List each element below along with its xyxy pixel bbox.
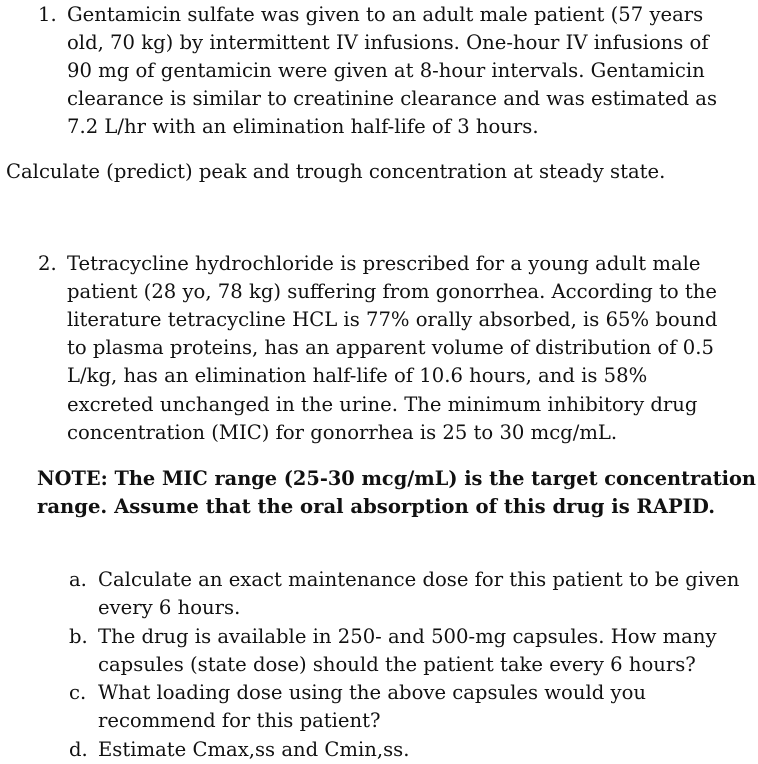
subquestion-line: What loading dose using the above capsules would you [98,681,646,704]
problem-1-line: clearance is similar to creatinine clearance and was estimated as [67,87,718,110]
subquestion-line: capsules (state dose) should the patient take every 6 hours? [98,653,696,676]
problem-2-line: literature tetracycline HCL is 77% orally absorbed, is 65% bound [67,308,718,331]
subquestion-line: The drug is available in 250- and 500-mg capsules. How many [98,625,717,648]
subquestion-label: c. [69,681,87,704]
subquestion-label: a. [69,568,87,591]
problem-2-line: excreted unchanged in the urine. The minimum inhibitory drug [67,393,698,416]
problem-1-line: 90 mg of gentamicin were given at 8-hour intervals. Gentamicin [67,59,705,82]
note-line: NOTE: The MIC range (25-30 mcg/mL) is the target concentration [37,467,756,490]
problem-1-number: 1. [38,3,57,26]
subquestion-label: d. [69,738,88,761]
subquestion-label: b. [69,625,88,648]
problem-2-line: L/kg, has an elimination half-life of 10.6 hours, and is 58% [67,364,648,387]
problem-2-line: concentration (MIC) for gonorrhea is 25 to 30 mcg/mL. [67,421,618,444]
subquestion-line: Calculate an exact maintenance dose for this patient to be given [98,568,740,591]
problem-2-line: Tetracycline hydrochloride is prescribed for a young adult male [67,252,701,275]
note-line: range. Assume that the oral absorption of this drug is RAPID. [37,495,716,518]
problem-1-line: Gentamicin sulfate was given to an adult male patient (57 years [67,3,704,26]
subquestion-line: Estimate Cmax,ss and Cmin,ss. [98,738,410,761]
problem-1-line: 7.2 L/hr with an elimination half-life of 3 hours. [67,115,539,138]
subquestion-line: every 6 hours. [98,596,241,619]
problem-2-line: to plasma proteins, has an apparent volume of distribution of 0.5 [67,336,714,359]
problem-1-question: Calculate (predict) peak and trough concentration at steady state. [6,160,666,183]
subquestion-line: recommend for this patient? [98,709,381,732]
problem-1-line: old, 70 kg) by intermittent IV infusions. One-hour IV infusions of [67,31,709,54]
problem-2-number: 2. [38,252,57,275]
problem-2-line: patient (28 yo, 78 kg) suffering from gonorrhea. According to the [67,280,717,303]
